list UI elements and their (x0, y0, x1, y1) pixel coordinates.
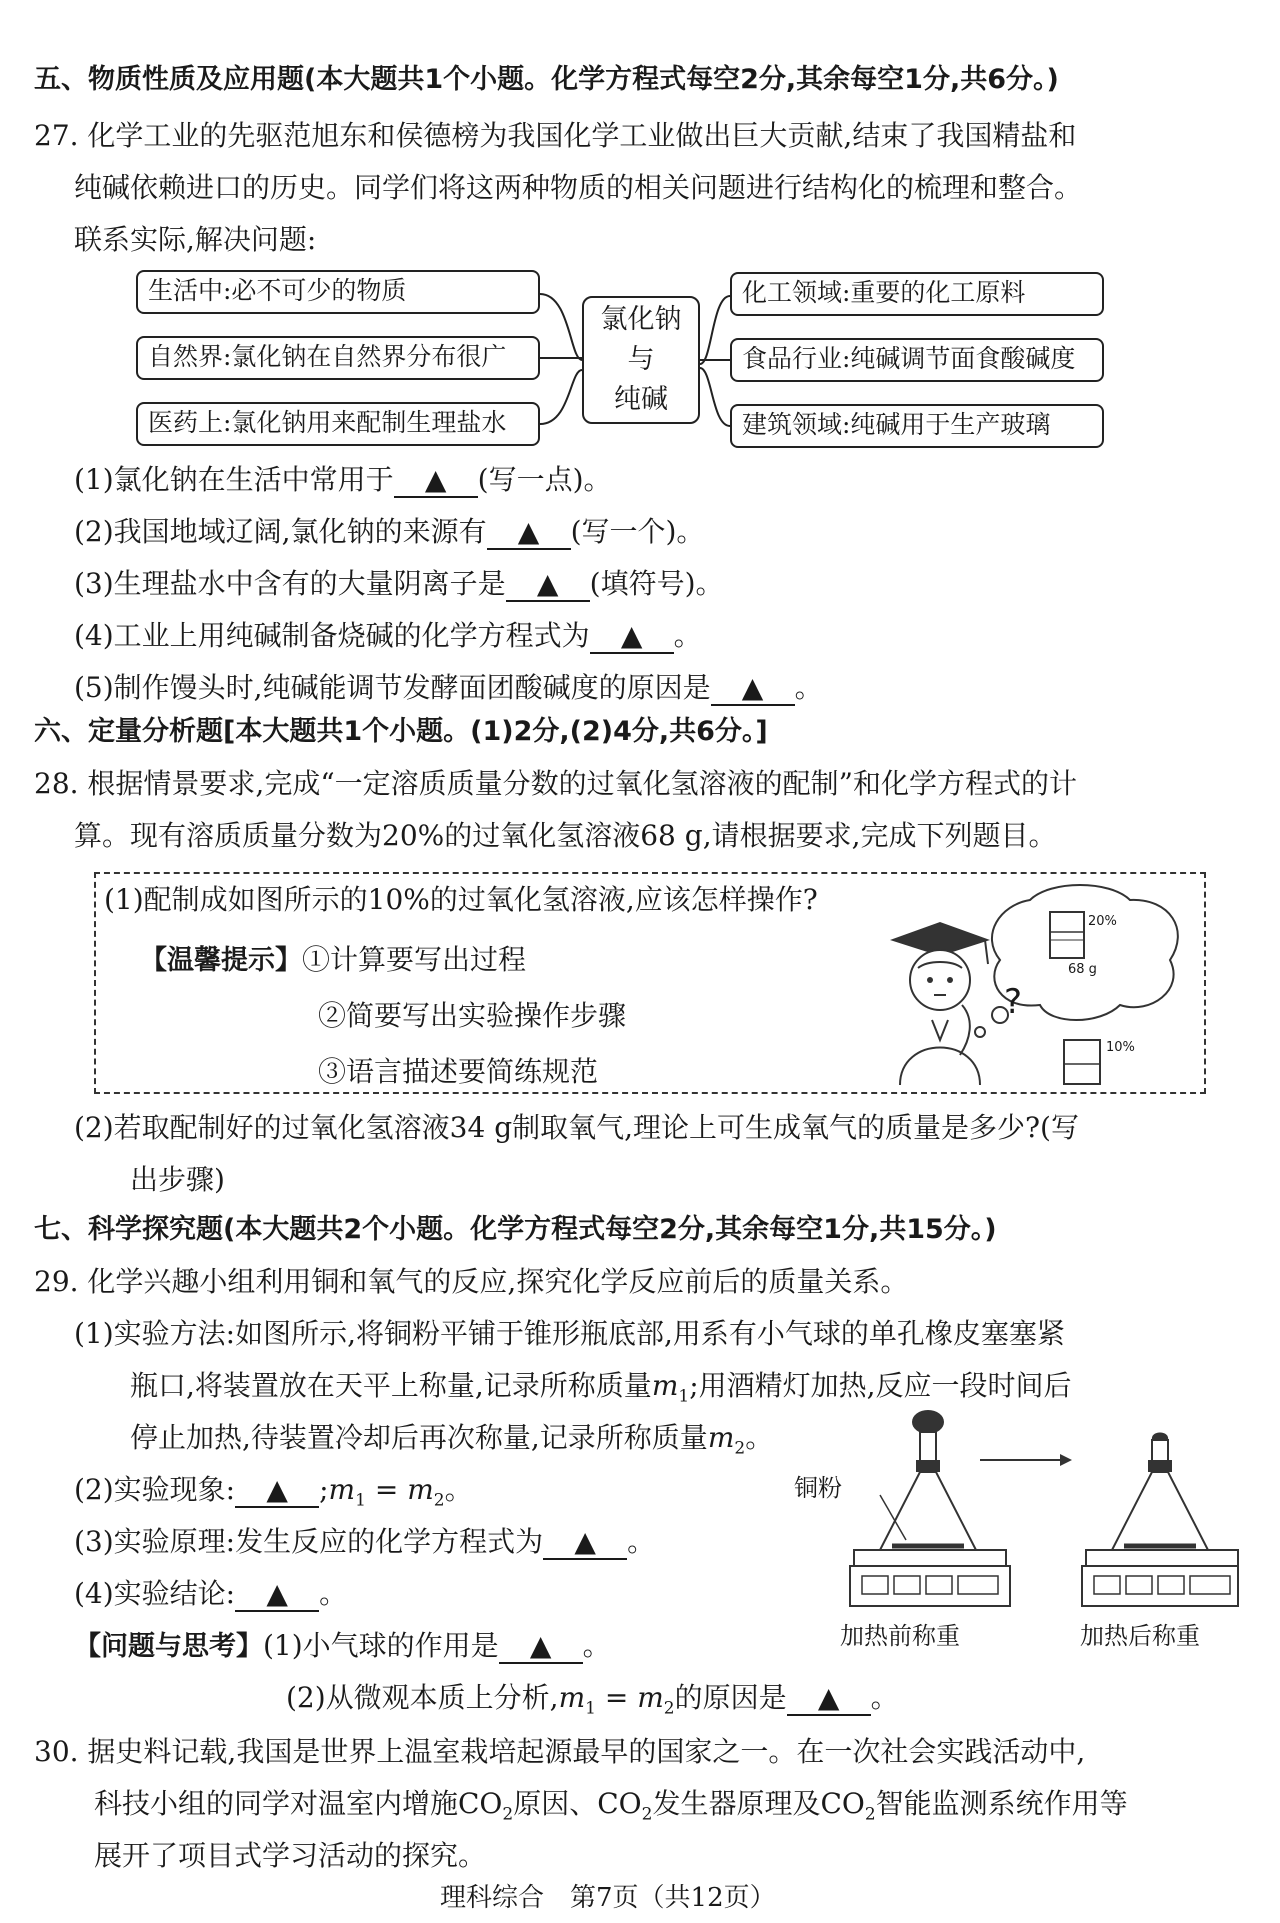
map-left-box-3: 医药上:氯化钠用来配制生理盐水 (136, 402, 540, 446)
q29-think-1 (74, 1626, 611, 1667)
equals-sign: = (595, 1681, 638, 1714)
section-6-heading: 六、定量分析题[本大题共1个小题。(1)2分,(2)4分,共6分。] (34, 716, 768, 747)
tip-2: ②简要写出实验操作步骤 (318, 999, 627, 1032)
q27-sub-2 (74, 512, 704, 552)
fig-percent-20: 20% (1088, 914, 1117, 929)
q27-sub-4 (74, 616, 702, 656)
map-left-box-1: 生活中:必不可少的物质 (136, 270, 540, 314)
label-copper-powder: 铜粉 (794, 1474, 842, 1502)
var-m: m (328, 1473, 356, 1506)
q29-sub-2-text: (2)实验现象: (74, 1473, 236, 1506)
answer-blank[interactable]: ▲ (787, 1682, 871, 1716)
co2-subscript: 2 (502, 1804, 514, 1825)
q29-think-1-tail: 。 (582, 1629, 611, 1662)
q29-method-text-a: 瓶口,将装置放在天平上称量,记录所称质量 (130, 1369, 652, 1402)
tip-1: ①计算要写出过程 (302, 943, 527, 976)
sub-1: 1 (355, 1490, 366, 1511)
answer-blank[interactable]: ▲ (499, 1630, 583, 1664)
q30-line-2-a: 科技小组的同学对温室内增施CO (94, 1787, 503, 1820)
student-thinking-illustration (880, 880, 1200, 1090)
q27-sub-5-text: (5)制作馒头时,纯碱能调节发酵面团酸碱度的原因是 (74, 671, 711, 704)
equals-sign: = (365, 1473, 408, 1506)
label-before-heating: 加热前称重 (840, 1622, 960, 1650)
q27-intro-line-3: 联系实际,解决问题: (74, 223, 317, 256)
q29-method-text-c: 停止加热,待装置冷却后再次称量,记录所称质量 (130, 1421, 708, 1454)
tip-3: ③语言描述要简练规范 (318, 1055, 599, 1088)
answer-blank[interactable]: ▲ (543, 1526, 627, 1560)
answer-blank[interactable]: ▲ (590, 620, 674, 654)
think-label: 【问题与思考】 (74, 1631, 263, 1662)
label-after-heating: 加热后称重 (1080, 1622, 1200, 1650)
tip-label: 【温馨提示】 (140, 945, 302, 976)
q27-sub-3-text: (3)生理盐水中含有的大量阴离子是 (74, 567, 506, 600)
flask-balance-illustration (820, 1400, 1240, 1615)
co2-subscript: 2 (864, 1804, 876, 1825)
map-center-box (582, 296, 700, 424)
q29-method-line-1: (1)实验方法:如图所示,将铜粉平铺于锥形瓶底部,用系有小气球的单孔橡皮塞塞紧 (74, 1317, 1065, 1350)
q27-sub-4-tail: 。 (673, 619, 702, 652)
answer-blank[interactable]: ▲ (235, 1474, 319, 1508)
q29-intro: 29. 化学兴趣小组利用铜和氧气的反应,探究化学反应前后的质量关系。 (34, 1265, 909, 1298)
q29-think-2-tail: 。 (870, 1681, 899, 1714)
q30-line-2 (94, 1784, 1128, 1835)
map-left-box-2: 自然界:氯化钠在自然界分布很广 (136, 336, 540, 380)
section-7-heading: 七、科学探究题(本大题共2个小题。化学方程式每空2分,其余每空1分,共15分。) (34, 1214, 997, 1245)
q29-sub-4-tail: 。 (319, 1577, 348, 1610)
q29-sub-2 (74, 1470, 473, 1521)
q29-sub-4 (74, 1574, 347, 1614)
q27-intro-line-2: 纯碱依赖进口的历史。同学们将这两种物质的相关问题进行结构化的梳理和整合。 (74, 171, 1083, 204)
fig-question-mark: ? (1004, 982, 1023, 1022)
q28-part-2-line-1: (2)若取配制好的过氧化氢溶液34 g制取氧气,理论上可生成氧气的质量是多少?(写 (74, 1111, 1079, 1144)
sub-2: 2 (433, 1490, 445, 1511)
q29-sub-2-sep: ; (319, 1473, 329, 1506)
q29-sub-3 (74, 1522, 655, 1562)
q27-sub-2-text: (2)我国地域辽阔,氯化钠的来源有 (74, 515, 487, 548)
q29-method-text-b: ;用酒精灯加热,反应一段时间后 (689, 1369, 1072, 1402)
q28-intro-line-1: 28. 根据情景要求,完成“一定溶质质量分数的过氧化氢溶液的配制”和化学方程式的计 (34, 767, 1077, 800)
q29-think-2-mid: 的原因是 (674, 1681, 787, 1714)
fig-mass-68g: 68 g (1068, 962, 1097, 977)
section-5-heading: 五、物质性质及应用题(本大题共1个小题。化学方程式每空2分,其余每空1分,共6分。) (34, 64, 1059, 95)
q27-sub-5 (74, 668, 823, 708)
var-m: m (637, 1681, 664, 1714)
map-right-box-2: 食品行业:纯碱调节面食酸碱度 (730, 338, 1104, 382)
q29-sub-4-text: (4)实验结论: (74, 1577, 236, 1610)
tip-row-1 (140, 940, 526, 981)
answer-blank[interactable]: ▲ (506, 568, 590, 602)
q30-line-2-c: 发生器原理及CO (652, 1787, 865, 1820)
fig-percent-10: 10% (1106, 1040, 1135, 1055)
q30-line-2-d: 智能监测系统作用等 (875, 1787, 1128, 1820)
map-center-line-2: 与 (627, 344, 655, 375)
sub-1: 1 (678, 1386, 690, 1407)
q27-sub-2-tail: (写一个)。 (570, 515, 705, 548)
answer-blank[interactable]: ▲ (394, 464, 478, 498)
q27-sub-1-tail: (写一点)。 (477, 463, 612, 496)
q28-part-1: (1)配制成如图所示的10%的过氧化氢溶液,应该怎样操作? (104, 883, 818, 916)
answer-blank[interactable]: ▲ (711, 672, 795, 706)
var-m: m (651, 1369, 679, 1402)
q29-think-2-text: (2)从微观本质上分析, (286, 1681, 559, 1714)
q29-method-line-3 (130, 1418, 773, 1469)
sub-1: 1 (585, 1698, 596, 1719)
answer-blank[interactable]: ▲ (235, 1578, 319, 1612)
q28-part-2-line-2: 出步骤) (130, 1163, 225, 1196)
page-footer: 理科综合 第7页（共12页） (440, 1883, 776, 1913)
q29-think-2 (286, 1678, 899, 1729)
q29-sub-3-tail: 。 (627, 1525, 656, 1558)
q29-method-text-d: 。 (745, 1421, 774, 1454)
q30-line-2-b: 原因、CO (513, 1787, 642, 1820)
var-m: m (707, 1421, 735, 1454)
map-right-box-1: 化工领域:重要的化工原料 (730, 272, 1104, 316)
q30-line-1: 30. 据史料记载,我国是世界上温室栽培起源最早的国家之一。在一次社会实践活动中, (34, 1735, 1086, 1768)
map-center-line-1: 氯化钠 (600, 304, 682, 335)
q27-sub-5-tail: 。 (794, 671, 823, 704)
q28-intro-line-2: 算。现有溶质质量分数为20%的过氧化氢溶液68 g,请根据要求,完成下列题目。 (74, 819, 1057, 852)
q27-sub-3-tail: (填符号)。 (589, 567, 724, 600)
map-right-box-3: 建筑领域:纯碱用于生产玻璃 (730, 404, 1104, 448)
sub-2: 2 (734, 1438, 746, 1459)
map-center-line-3: 纯碱 (614, 384, 668, 415)
q29-sub-2-tail: 。 (444, 1473, 473, 1506)
q27-sub-1-text: (1)氯化钠在生活中常用于 (74, 463, 394, 496)
q29-think-1-text: (1)小气球的作用是 (263, 1629, 499, 1662)
co2-subscript: 2 (641, 1804, 653, 1825)
var-m: m (558, 1681, 586, 1714)
answer-blank[interactable]: ▲ (487, 516, 571, 550)
q27-sub-4-text: (4)工业上用纯碱制备烧碱的化学方程式为 (74, 619, 590, 652)
var-m: m (407, 1473, 434, 1506)
q27-intro-line-1: 27. 化学工业的先驱范旭东和侯德榜为我国化学工业做出巨大贡献,结束了我国精盐和 (34, 119, 1077, 152)
sub-2: 2 (663, 1698, 675, 1719)
q27-sub-1 (74, 460, 612, 500)
q30-line-3: 展开了项目式学习活动的探究。 (94, 1839, 487, 1872)
q29-sub-3-text: (3)实验原理:发生反应的化学方程式为 (74, 1525, 544, 1558)
q27-sub-3 (74, 564, 724, 604)
